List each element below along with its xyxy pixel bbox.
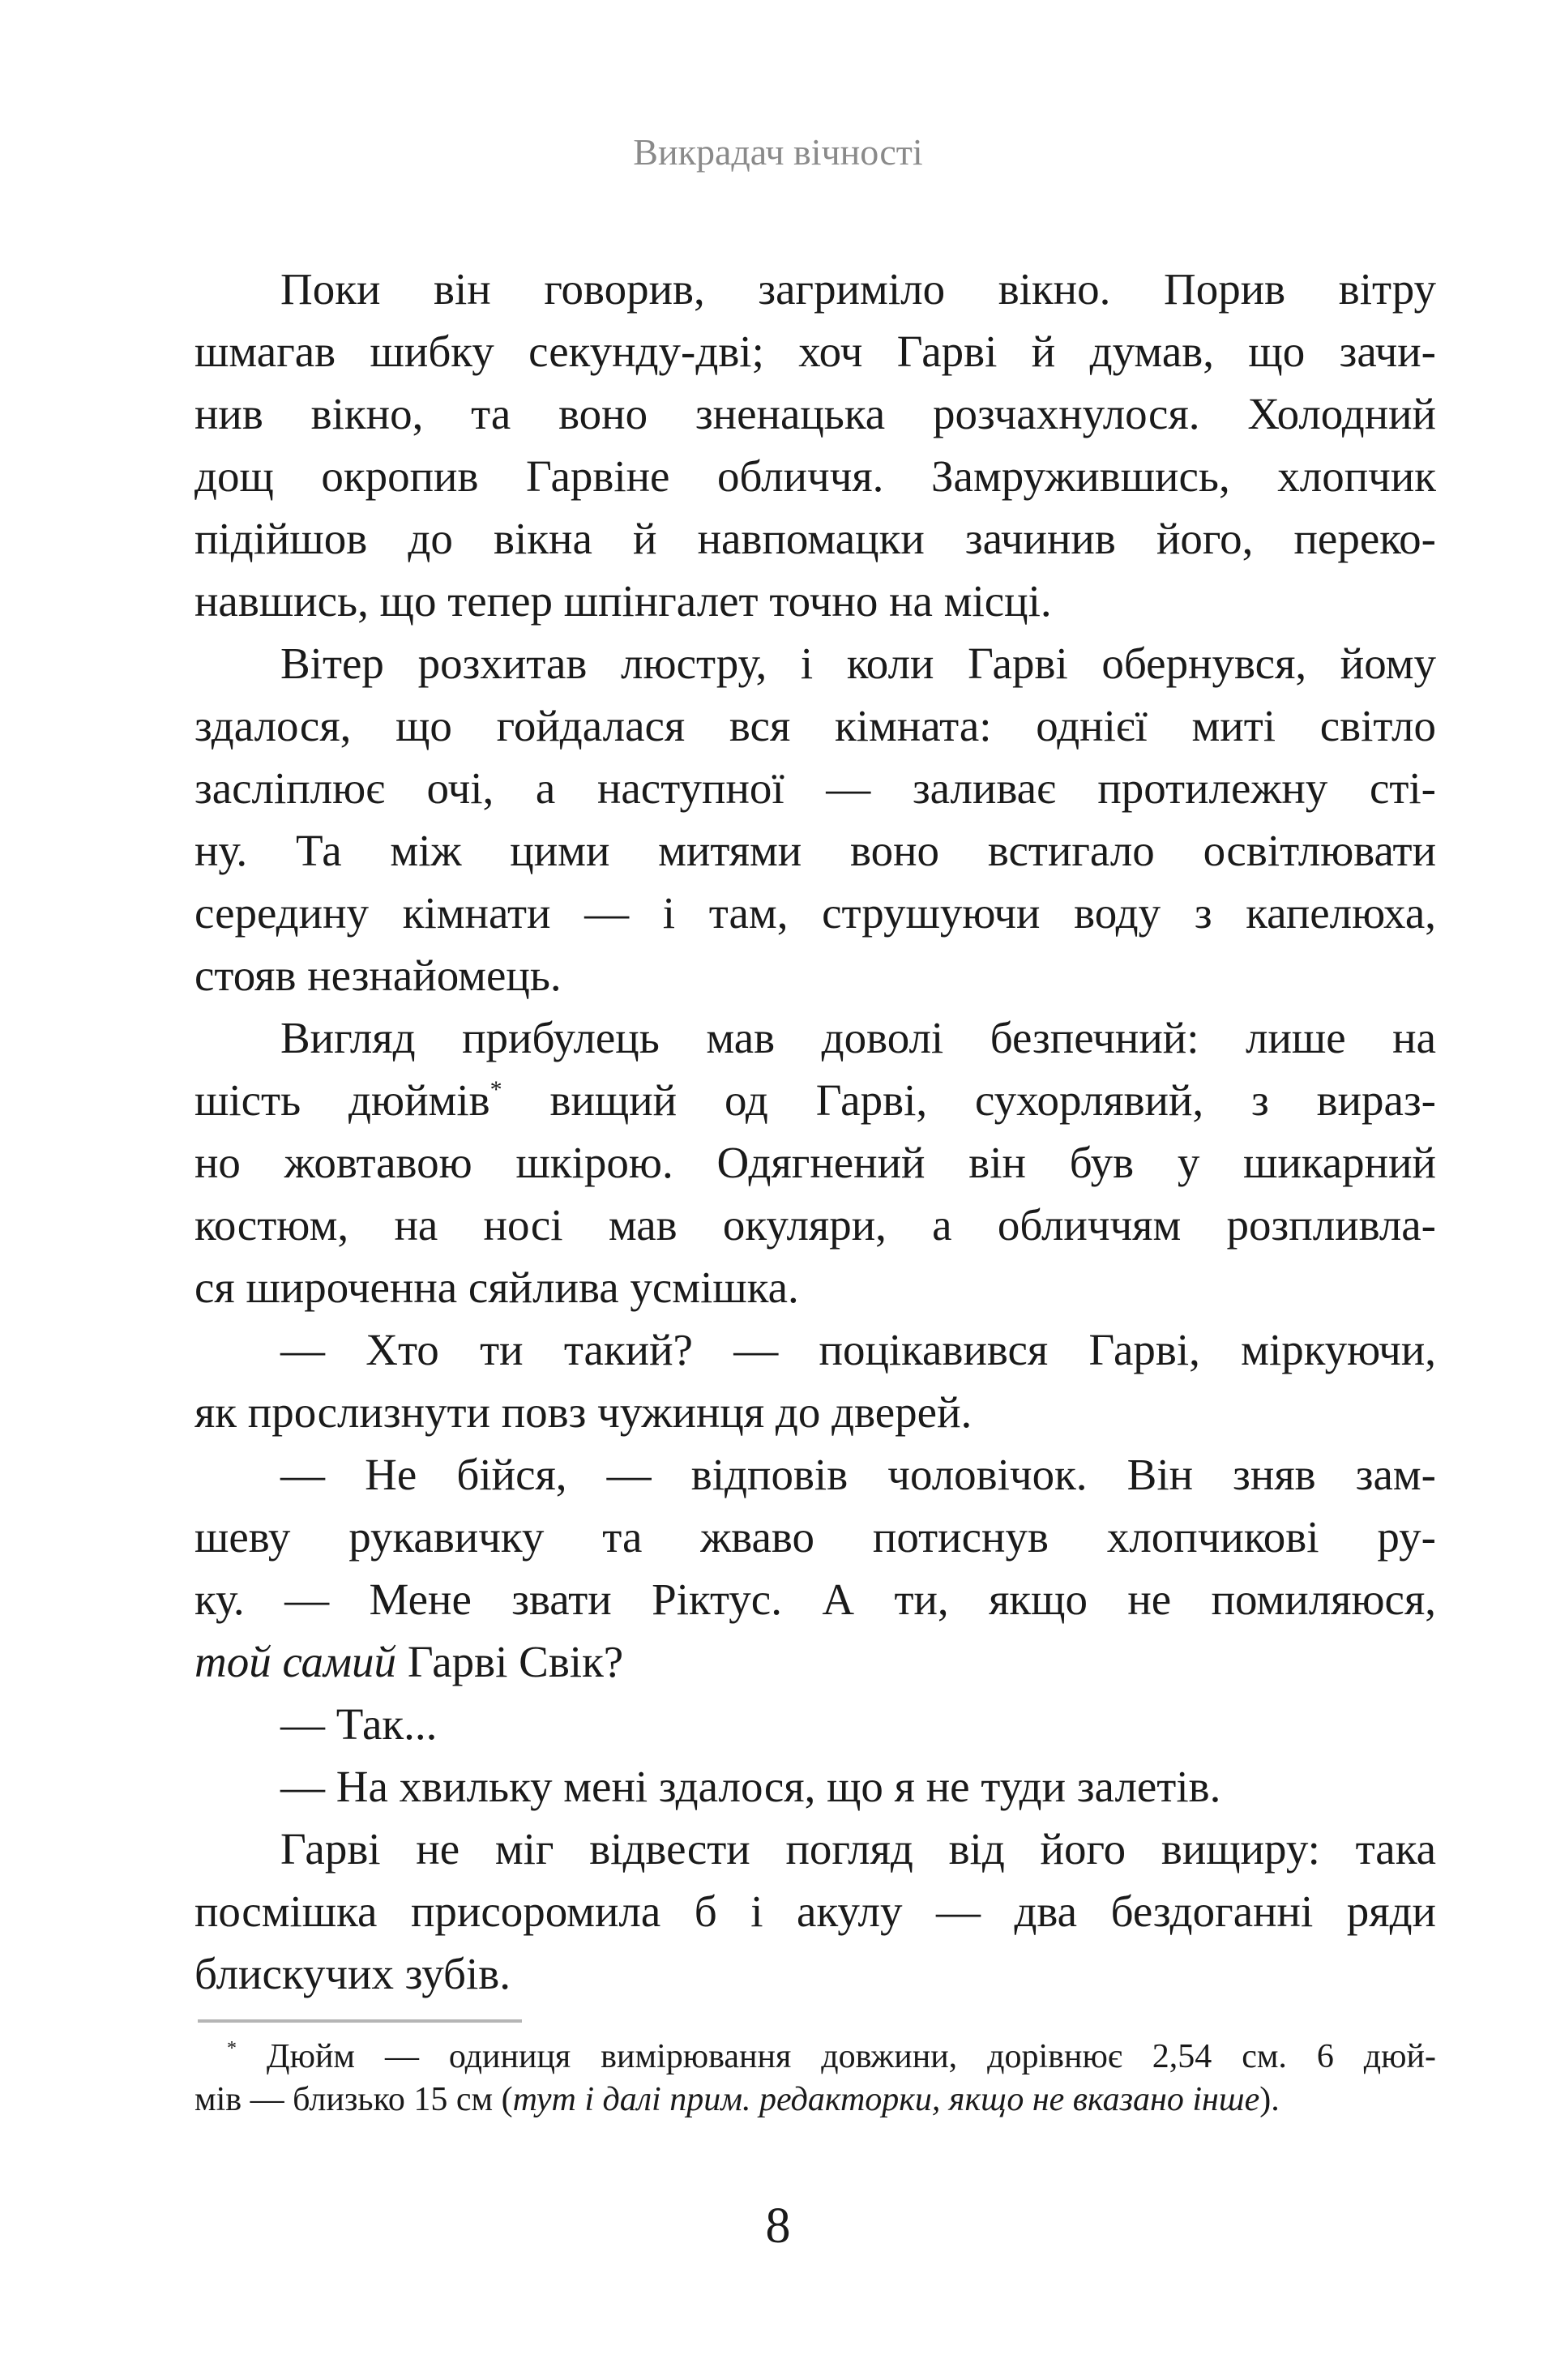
text-span: середину кімнати — і там, струшуючи воду з капелюха, [194, 888, 1436, 938]
text-span: Вітер розхитав люстру, і коли Гарві обернувся, йому [280, 639, 1436, 688]
text-line [194, 1256, 1436, 1318]
text-line [194, 570, 1436, 632]
text-span: Гарві Свік? [396, 1637, 624, 1686]
text-span: навшись, що тепер шпінгалет точно на місці. [194, 576, 1052, 626]
text-line [194, 445, 1436, 507]
text-line [194, 1318, 1436, 1381]
page-number: 8 [765, 2198, 791, 2254]
footnote-line [194, 2079, 1436, 2121]
footnote-marker: * [489, 1076, 502, 1103]
text-span: ну. Та між цими митями воно встигало освітлювати [194, 826, 1436, 875]
text-span: ). [1259, 2081, 1280, 2118]
text-line [194, 1755, 1436, 1818]
italic-text: тут і далі прим. редакторки, якщо не вказано інше [512, 2081, 1260, 2118]
text-line [194, 382, 1436, 445]
text-span: посмішка присоромила б і акулу — два бездоганні ряди [194, 1886, 1436, 1936]
text-line [194, 944, 1436, 1006]
text-span: мів — близько 15 см ( [194, 2081, 513, 2118]
text-span: шість дюймів [194, 1075, 490, 1125]
text-line [194, 1693, 1436, 1755]
text-line [194, 1131, 1436, 1194]
text-span: нив вікно, та воно зненацька розчахнулося. Холодний [194, 389, 1436, 438]
text-line [194, 632, 1436, 694]
footnote [194, 2036, 1436, 2121]
text-line [194, 1194, 1436, 1256]
text-span: дощ окропив Гарвіне обличчя. Замружившись, хлопчик [194, 451, 1436, 501]
text-line [194, 1818, 1436, 1880]
text-line [194, 1568, 1436, 1630]
text-span: вищий од Гарві, сухорлявий, з вираз- [502, 1075, 1436, 1125]
footnote-divider [198, 2019, 522, 2023]
text-line [194, 1942, 1436, 2005]
text-line [194, 258, 1436, 320]
text-span: — Не бійся, — відповів чоловічок. Він зняв зам- [280, 1450, 1436, 1499]
text-span: — На хвильку мені здалося, що я не туди залетів. [280, 1762, 1221, 1811]
text-line [194, 507, 1436, 570]
text-line [194, 1381, 1436, 1443]
text-span: ся широченна сяйлива усмішка. [194, 1263, 799, 1312]
text-span: підійшов до вікна й навпомацки зачинив його, переко- [194, 514, 1436, 563]
text-span: Вигляд прибулець мав доволі безпечний: лише на [280, 1013, 1436, 1062]
italic-text: той самий [194, 1637, 397, 1686]
text-line [194, 1880, 1436, 1942]
text-span: Дюйм — одиниця вимірювання довжини, дорівнює 2,54 см. 6 дюй- [237, 2038, 1436, 2075]
text-line [194, 882, 1436, 944]
text-span: Гарві не міг відвести погляд від його вищиру: така [280, 1824, 1436, 1874]
text-span: здалося, що гойдалася вся кімната: однієї миті світло [194, 701, 1436, 750]
text-span: костюм, на носі мав окуляри, а обличчям розпливла- [194, 1200, 1436, 1250]
text-line [194, 320, 1436, 382]
text-line [194, 757, 1436, 819]
text-span: стояв незнайомець. [194, 951, 562, 1000]
body-text [194, 258, 1436, 2005]
text-span: шеву рукавичку та жваво потиснув хлопчикові ру- [194, 1512, 1436, 1562]
text-line [194, 1443, 1436, 1506]
running-header: Викрадач вічності [633, 131, 923, 173]
text-line [194, 1006, 1436, 1069]
text-line [194, 1506, 1436, 1568]
footnote-marker: * [227, 2038, 237, 2059]
text-span: Поки він говорив, загриміло вікно. Порив вітру [280, 264, 1436, 314]
text-span: — Хто ти такий? — поцікавився Гарві, міркуючи, [280, 1325, 1436, 1374]
text-span: ку. — Мене звати Ріктус. А ти, якщо не помиляюся, [194, 1575, 1436, 1624]
text-span: як прослизнути повз чужинця до дверей. [194, 1387, 972, 1437]
text-line [194, 1630, 1436, 1693]
text-span: блискучих зубів. [194, 1949, 511, 1998]
text-span: — Так... [280, 1699, 438, 1749]
text-line [194, 694, 1436, 757]
footnote-line [194, 2036, 1436, 2079]
text-line [194, 1069, 1436, 1131]
text-span: шмагав шибку секунду-дві; хоч Гарві й думав, що зачи- [194, 327, 1436, 376]
text-line [194, 819, 1436, 882]
text-span: но жовтавою шкірою. Одягнений він був у шикарний [194, 1138, 1436, 1187]
text-span: засліплює очі, а наступної — заливає протилежну сті- [194, 763, 1436, 813]
